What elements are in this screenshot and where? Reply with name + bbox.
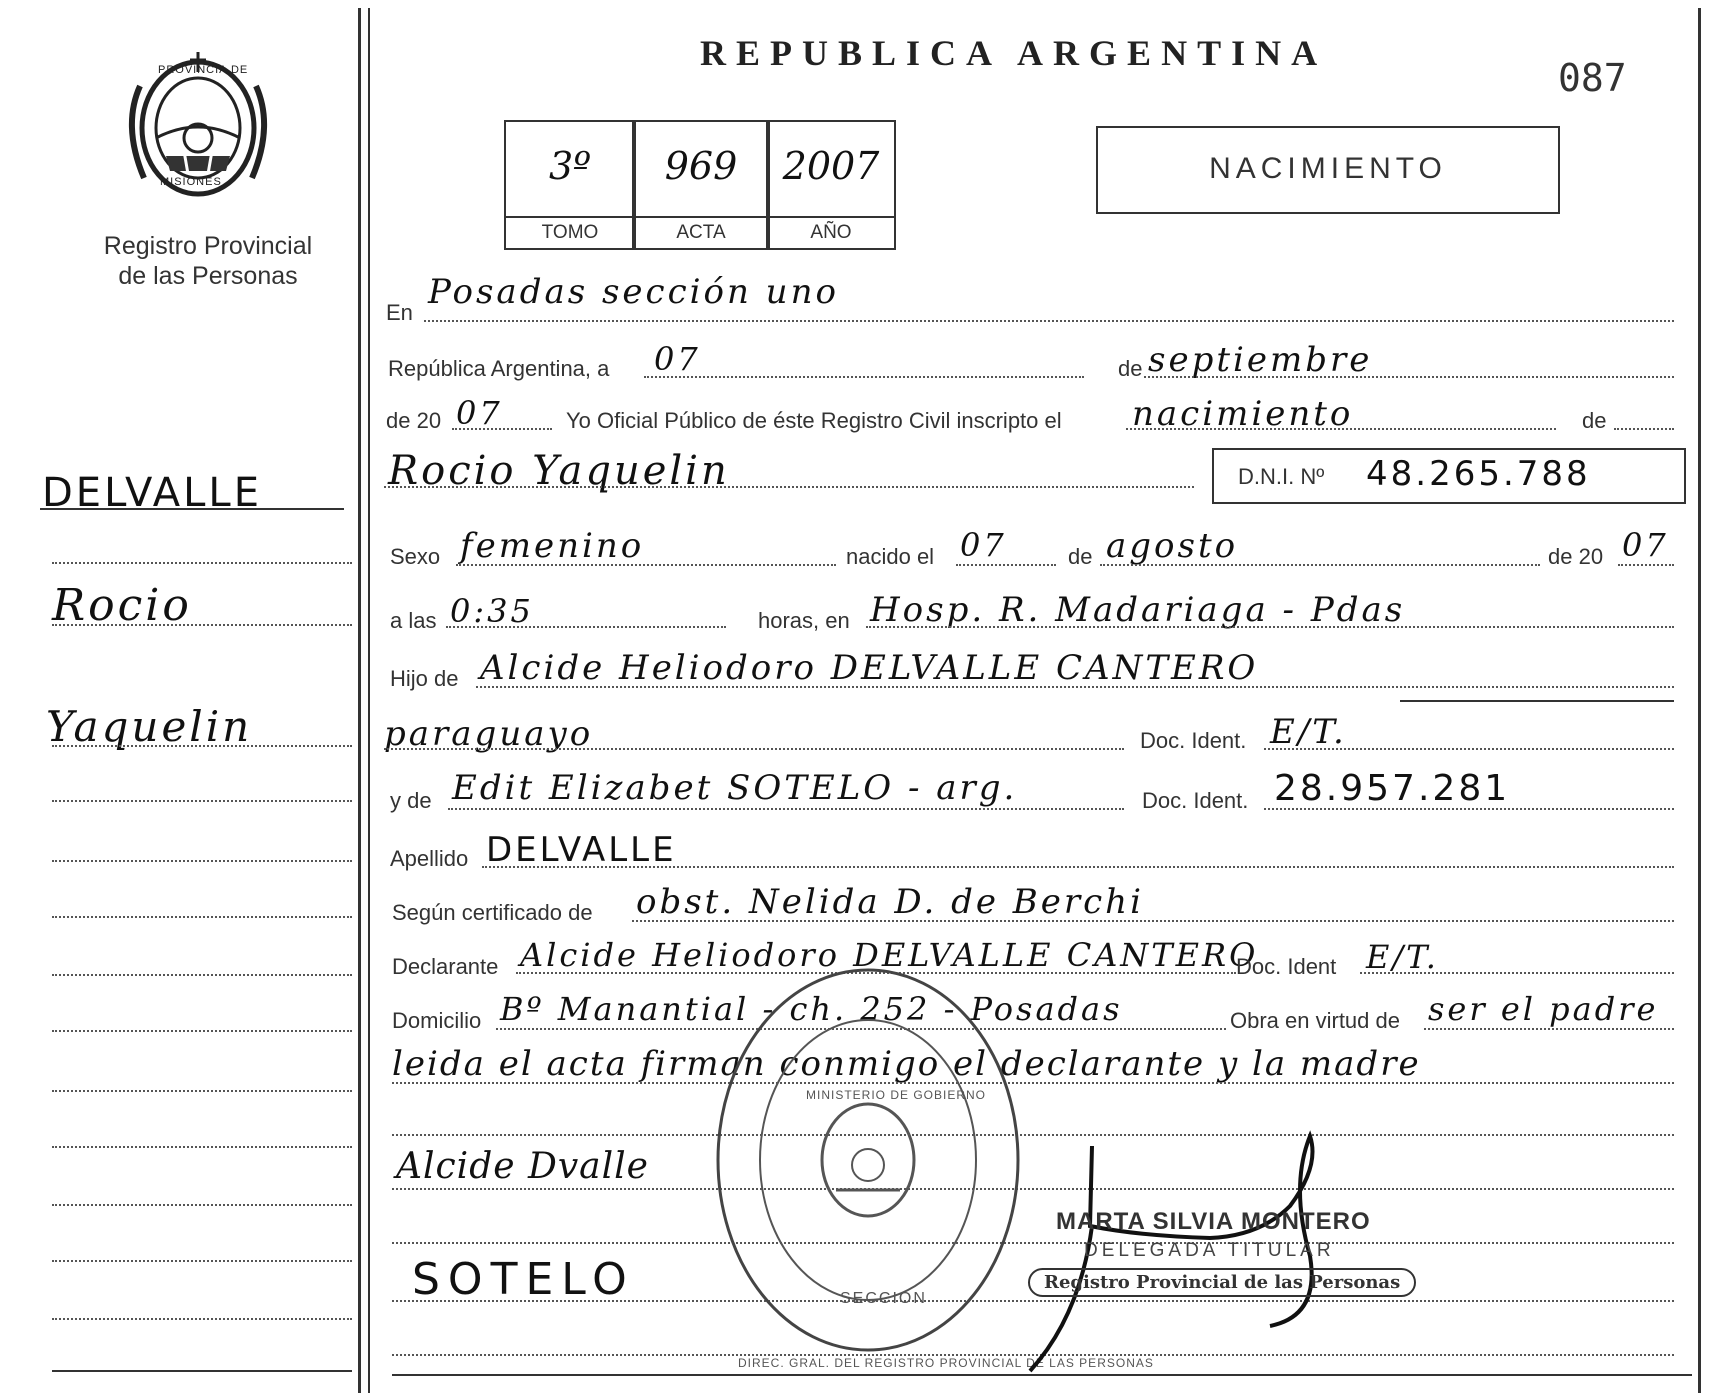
- declarante-doc: E/T.: [1366, 938, 1439, 976]
- mother-doc-line: [1264, 808, 1674, 810]
- margin-line-4: [52, 800, 352, 802]
- apellido-value: DELVALLE: [486, 830, 677, 870]
- margin-bottom-line: [52, 1370, 352, 1372]
- birth-year: 07: [1622, 526, 1669, 564]
- margin-line-12: [52, 1260, 352, 1262]
- margin-surname: DELVALLE: [42, 470, 262, 516]
- margin-name1: Rocio: [52, 580, 192, 631]
- margin-line-6: [52, 916, 352, 918]
- birth-de-label: de: [1068, 544, 1093, 569]
- margin-line-10: [52, 1146, 352, 1148]
- segun-line: [632, 920, 1674, 922]
- hijo-label: Hijo de: [390, 666, 459, 691]
- registry-line1: Registro Provincial: [103, 232, 313, 260]
- signature-2: SOTELO: [412, 1254, 635, 1305]
- tomo-value: 3º: [548, 144, 592, 188]
- seal-inner-text: MINISTERIO DE GOBIERNO: [806, 1088, 987, 1102]
- sexo-value: femenino: [460, 526, 645, 566]
- child-name: Rocio Yaquelin: [388, 448, 730, 494]
- inscripto-tail-line: [1614, 428, 1674, 430]
- inscripto-value: nacimiento: [1132, 394, 1354, 434]
- segun-value: obst. Nelida D. de Berchi: [636, 882, 1144, 922]
- seal-bottom-text: SECCION: [840, 1290, 927, 1307]
- horas-label: horas, en: [758, 608, 850, 633]
- father-name-underline: [1400, 700, 1674, 702]
- mother-name-line: [448, 808, 1124, 810]
- segun-label: Según certificado de: [392, 900, 593, 925]
- obra-line: [1424, 1028, 1674, 1030]
- day-line: [644, 376, 1084, 378]
- margin-line-13: [52, 1318, 352, 1320]
- year-value: 07: [456, 394, 503, 432]
- father-name: Alcide Heliodoro DELVALLE CANTERO: [480, 648, 1259, 688]
- father-doc-line: [1264, 748, 1674, 750]
- mother-doc: 28.957.281: [1274, 768, 1511, 809]
- acta-value: 969: [664, 144, 738, 188]
- registry-line2: de las Personas: [118, 262, 298, 290]
- seal-ring-text: DIREC. GRAL. DEL REGISTRO PROVINCIAL DE LAS PERSONAS: [738, 1356, 1154, 1370]
- form-divider-line: [368, 8, 370, 1393]
- margin-name2: Yaquelin: [46, 702, 253, 751]
- father-name-line: [476, 686, 1674, 688]
- declarante-label: Declarante: [392, 954, 499, 979]
- dni-label: D.N.I. Nº: [1238, 464, 1325, 489]
- hour-line: [446, 626, 726, 628]
- birth-month: agosto: [1106, 526, 1239, 566]
- tomo-cell: [504, 120, 636, 250]
- margin-line-7: [52, 974, 352, 976]
- country-title: REPUBLICA ARGENTINA: [700, 33, 1328, 73]
- dni-box: [1212, 448, 1686, 504]
- margin-line-9: [52, 1090, 352, 1092]
- record-type-label: NACIMIENTO: [1209, 152, 1447, 185]
- child-name-line: [384, 486, 1194, 488]
- emblem-bottom-text: MISIONES: [160, 176, 222, 188]
- father-doc-label: Doc. Ident.: [1140, 728, 1247, 753]
- place-line: [866, 626, 1674, 628]
- republica-label: República Argentina, a: [388, 356, 610, 381]
- hour-value: 0:35: [450, 592, 534, 630]
- month-de-label: de: [1118, 356, 1143, 381]
- notes-dots: [392, 1082, 1674, 1084]
- anio-value: 2007: [782, 144, 880, 188]
- obra-label: Obra en virtud de: [1230, 1008, 1400, 1033]
- apellido-label: Apellido: [390, 846, 469, 871]
- month-line: [1144, 376, 1674, 378]
- right-border-line: [1698, 8, 1701, 1393]
- acta-caption: ACTA: [676, 222, 726, 243]
- oficial-label: Yo Oficial Público de éste Registro Civil inscripto el: [566, 408, 1062, 433]
- margin-line-3: [52, 745, 352, 747]
- emblem-top-text: PROVINCIA DE: [158, 64, 249, 76]
- en-value: Posadas sección uno: [428, 272, 839, 312]
- left-margin-line: [358, 8, 361, 1393]
- margin-surname-line: [40, 508, 344, 510]
- father-nationality: paraguayo: [384, 714, 594, 754]
- officer-title: DELEGADA TITULAR: [1084, 1240, 1335, 1261]
- day-value: 07: [654, 340, 701, 378]
- en-line: [424, 320, 1674, 322]
- yde-label: y de: [390, 788, 432, 813]
- margin-line-1: [52, 562, 352, 564]
- margin-line-11: [52, 1204, 352, 1206]
- tomo-caption: TOMO: [541, 222, 599, 243]
- officer-name: MARTA SILVIA MONTERO: [1056, 1208, 1371, 1235]
- alas-label: a las: [390, 608, 437, 633]
- domicilio-value: Bº Manantial - ch. 252 - Posadas: [500, 990, 1123, 1028]
- domicilio-label: Domicilio: [392, 1008, 482, 1033]
- anio-caption: AÑO: [810, 222, 852, 243]
- birth-month-line: [1100, 564, 1540, 566]
- birth-day: 07: [960, 526, 1007, 564]
- declarante-value: Alcide Heliodoro DELVALLE CANTERO: [520, 936, 1259, 974]
- birth-de20-label: de 20: [1548, 544, 1604, 569]
- sexo-line: [456, 564, 836, 566]
- place-value: Hosp. R. Madariaga - Pdas: [870, 590, 1406, 630]
- month-value: septiembre: [1148, 340, 1373, 380]
- officer-office: Registro Provincial de las Personas: [1028, 1268, 1416, 1297]
- en-label: En: [386, 300, 413, 325]
- record-type-box: [1096, 126, 1560, 214]
- anio-cell: [766, 120, 896, 250]
- obra-value: ser el padre: [1428, 990, 1659, 1028]
- signature-1: Alcide Dvalle: [396, 1146, 649, 1187]
- mother-name: Edit Elizabet SOTELO - arg.: [452, 768, 1018, 808]
- nacido-label: nacido el: [846, 544, 935, 569]
- birth-year-line: [1618, 564, 1674, 566]
- dni-value: 48.265.788: [1366, 454, 1591, 494]
- father-nationality-line: [384, 748, 1124, 750]
- apellido-line: [482, 866, 1674, 868]
- inscripto-line: [1126, 428, 1556, 430]
- declarante-doc-line: [1360, 972, 1674, 974]
- margin-line-8: [52, 1030, 352, 1032]
- margin-line-2: [52, 624, 352, 626]
- declarante-doc-label: Doc. Ident: [1236, 954, 1337, 979]
- margin-line-5: [52, 860, 352, 862]
- inscripto-de-label: de: [1582, 408, 1607, 433]
- mother-doc-label: Doc. Ident.: [1142, 788, 1249, 813]
- birth-day-line: [956, 564, 1056, 566]
- sexo-label: Sexo: [390, 544, 441, 569]
- year-line: [452, 428, 552, 430]
- notes-line: leida el acta firman conmigo el declarante y la madre: [392, 1044, 1421, 1084]
- de20-label: de 20: [386, 408, 442, 433]
- page-number: 087: [1558, 56, 1627, 100]
- father-doc: E/T.: [1270, 712, 1347, 752]
- acta-cell: [632, 120, 770, 250]
